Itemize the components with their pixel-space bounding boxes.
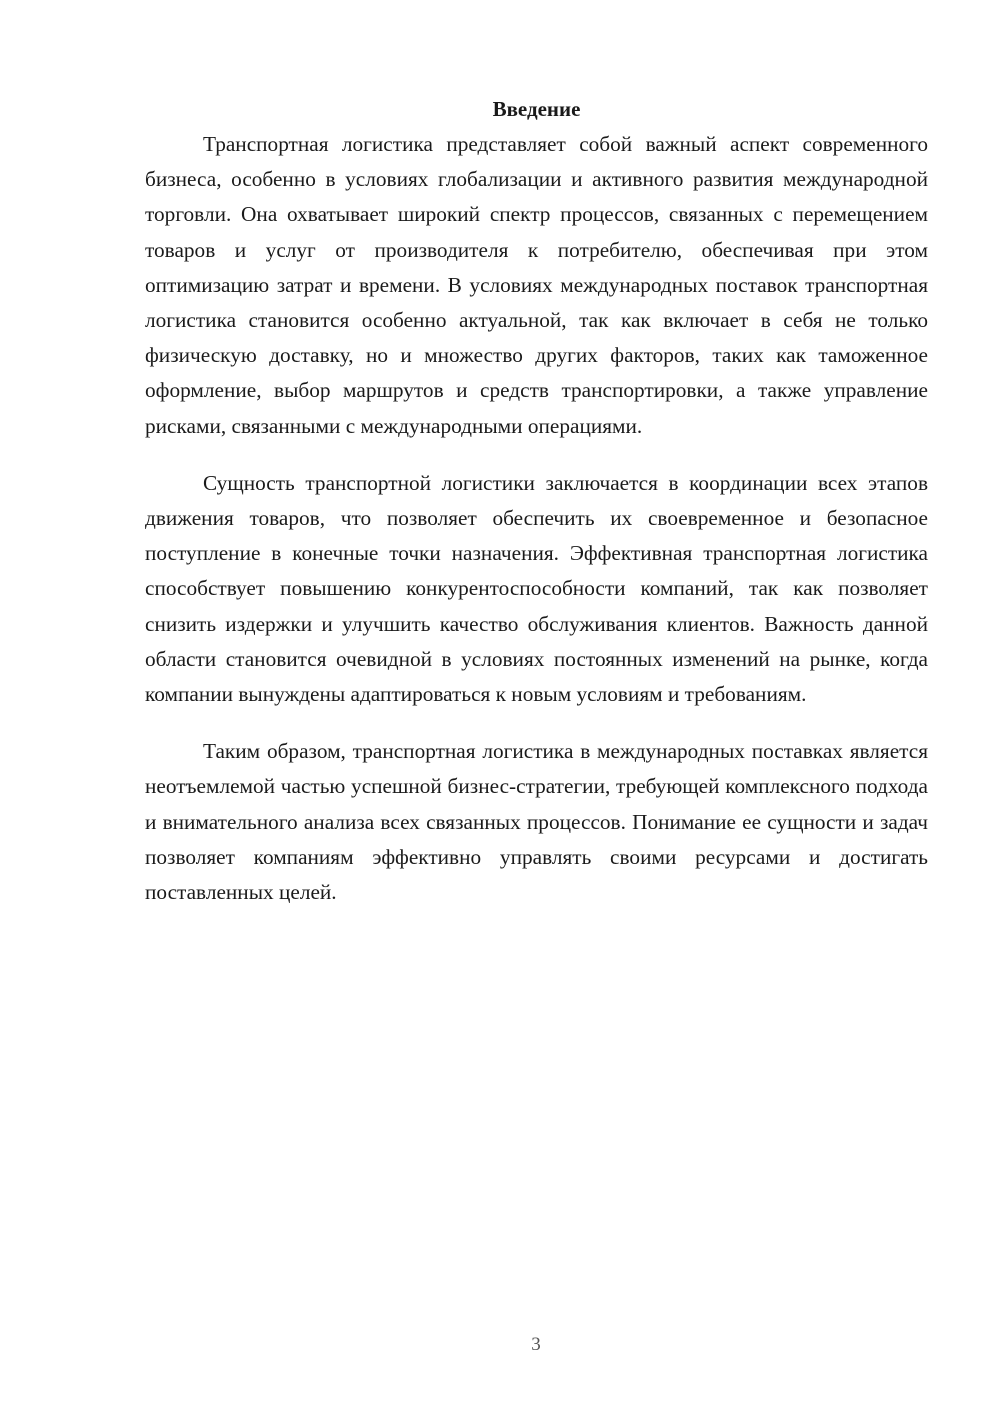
paragraph-1: Транспортная логистика представляет собой важный аспект современного бизнеса, особенно в условиях глобализации и активного развития международной торговли. Она охватывает широкий спектр процессов, связанных с перемещением товаров и услуг от производителя к потребителю, обеспечивая при этом оптимизацию затрат и времени. В условиях международных поставок транспортная логистика становится особенно актуальной, так как включает в себя не только физическую доставку, но и множество других факторов, таких как таможенное оформление, выбор маршрутов и средств транспортировки, а также управление рисками, связанными с международными операциями.: [145, 132, 928, 438]
page-number: 3: [531, 1334, 541, 1355]
section-heading: Введение: [492, 97, 581, 121]
paragraph-3: Таким образом, транспортная логистика в международных поставках является неотъемлемой частью успешной бизнес-стратегии, требующей комплексного подхода и внимательного анализа всех связанных процессов. Понимание ее сущности и задач позволяет компаниям эффективно управлять своими ресурсами и достигать поставленных целей.: [145, 739, 928, 905]
page-content: [145, 92, 928, 932]
paragraph-2: Сущность транспортной логистики заключается в координации всех этапов движения товаров, что позволяет обеспечить их своевременное и безопасное поступление в конечные точки назначения. Эффективная транспортная логистика способствует повышению конкурентоспособности компаний, так как позволяет снизить издержки и улучшить качество обслуживания клиентов. Важность данной области становится очевидной в условиях постоянных изменений на рынке, когда компании вынуждены адаптироваться к новым условиям и требованиям.: [145, 470, 928, 707]
